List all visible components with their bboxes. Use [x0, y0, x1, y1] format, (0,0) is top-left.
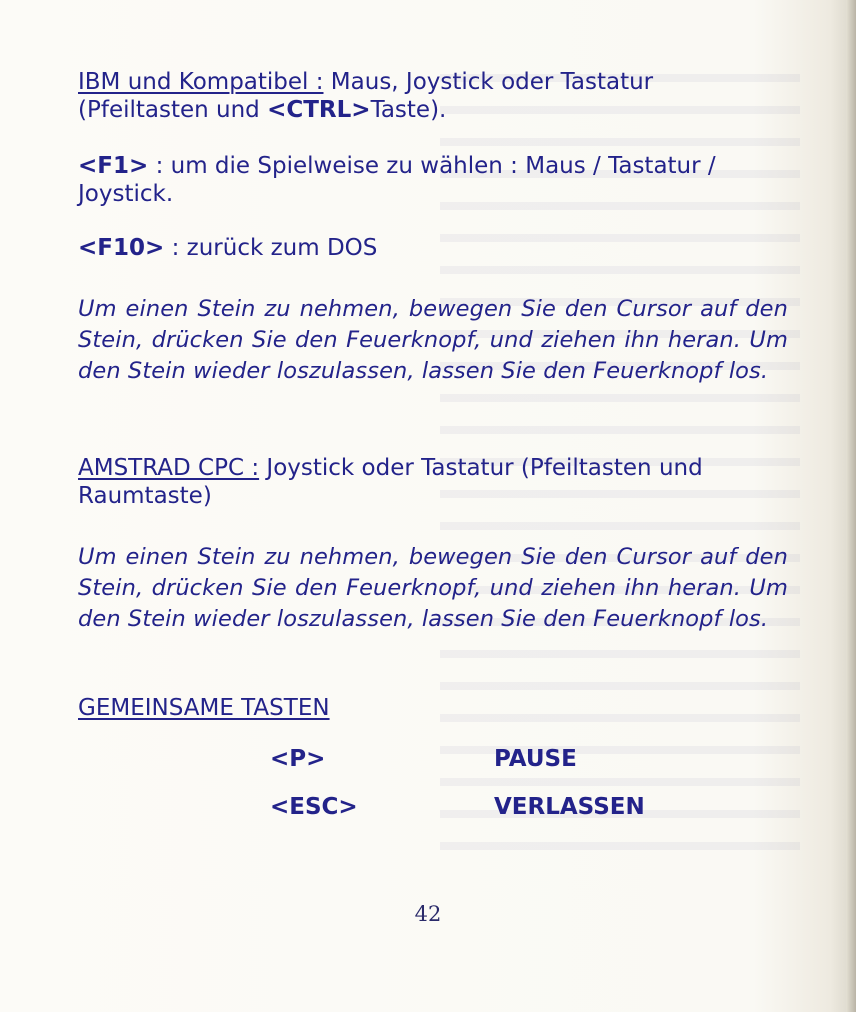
- amstrad-section: [78, 454, 788, 510]
- italic-instructions-2: Um einen Stein zu nehmen, bewegen Sie den Cursor auf den Stein, drücken Sie den Feuerknopf, und ziehen ihn heran. Um den Stein wieder loszulassen, lassen Sie den Feuerknopf los.: [78, 544, 788, 632]
- page-number: 42: [414, 902, 442, 926]
- f10-text: : zurück zum DOS: [164, 235, 378, 261]
- page-spine-shadow: [846, 0, 856, 1012]
- common-keys-heading: GEMEINSAME TASTEN: [78, 695, 330, 721]
- ibm-heading: IBM und Kompatibel :: [78, 69, 324, 95]
- ibm-text-end: Taste).: [370, 97, 447, 123]
- ctrl-key: <CTRL>: [267, 97, 371, 123]
- ibm-text: Maus, Joystick oder Tastatur (Pfeiltasten und: [78, 69, 654, 123]
- common-keys-section: [78, 694, 788, 722]
- esc-key: <ESC>: [270, 794, 358, 820]
- f10-key: <F10>: [78, 235, 165, 261]
- amstrad-text: Joystick oder Tastatur (Pfeiltasten und Raumtaste): [78, 455, 703, 509]
- f10-section: [78, 234, 788, 262]
- amstrad-heading: AMSTRAD CPC :: [78, 455, 260, 481]
- pause-label: PAUSE: [494, 746, 577, 772]
- ibm-section: [78, 68, 788, 124]
- f1-text: : um die Spielweise zu wählen : Maus / Tastatur / Joystick.: [78, 153, 716, 207]
- f1-section: [78, 152, 788, 208]
- italic-instructions-1: Um einen Stein zu nehmen, bewegen Sie den Cursor auf den Stein, drücken Sie den Feuerknopf, und ziehen ihn heran. Um den Stein wieder loszulassen, lassen Sie den Feuerknopf los.: [78, 296, 788, 384]
- pause-key: <P>: [270, 746, 326, 772]
- f1-key: <F1>: [78, 153, 149, 179]
- exit-label: VERLASSEN: [494, 794, 645, 820]
